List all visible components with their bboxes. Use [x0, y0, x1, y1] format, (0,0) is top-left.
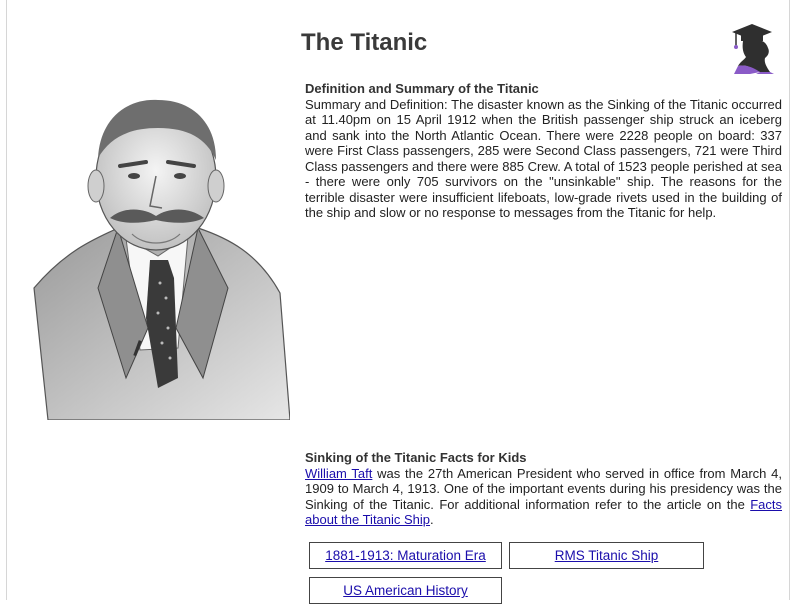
facts-paragraph	[305, 466, 782, 528]
facts-text-b: .	[430, 512, 434, 527]
summary-paragraph: Summary and Definition: The disaster known as the Sinking of the Titanic occurred at 11.40pm on 15 April 1912 when the British passenger ship struck an iceberg and sank into the North Atlantic Ocean. There were 2228 people on board: 337 were First Class passengers, 285 were Second Class passengers, 721 were Third Class passengers and there were 885 Crew. A total of 1523 people perished at sea - there were only 705 survivors on the "unsinkable" ship. The reasons for the terrible disaster were insufficient lifeboats, low-grade rivets used in the building of the ship and slow or no response to messages from the Titanic for help.	[305, 96, 782, 220]
us-american-history-button[interactable]: US American History	[309, 577, 502, 604]
graduate-silhouette-icon	[726, 18, 776, 74]
william-taft-portrait	[28, 78, 290, 420]
facts-text-a: was the 27th American President who served in office from March 4, 1909 to March 4, 1913. One of the important events during his presidency was the Sinking of the Titanic. For additional information refer to the article on the	[305, 465, 782, 512]
facts-heading: Sinking of the Titanic Facts for Kids	[305, 450, 527, 465]
maturation-era-button[interactable]: 1881-1913: Maturation Era	[309, 542, 502, 569]
rms-titanic-ship-button[interactable]: RMS Titanic Ship	[509, 542, 704, 569]
facts-about-titanic-link[interactable]: Facts about the Titanic Ship	[305, 496, 782, 527]
william-taft-link[interactable]: William Taft	[305, 465, 373, 481]
facts-section	[305, 450, 782, 528]
summary-heading: Definition and Summary of the Titanic	[305, 81, 539, 96]
page-title: The Titanic	[301, 29, 428, 56]
summary-section	[305, 81, 782, 221]
